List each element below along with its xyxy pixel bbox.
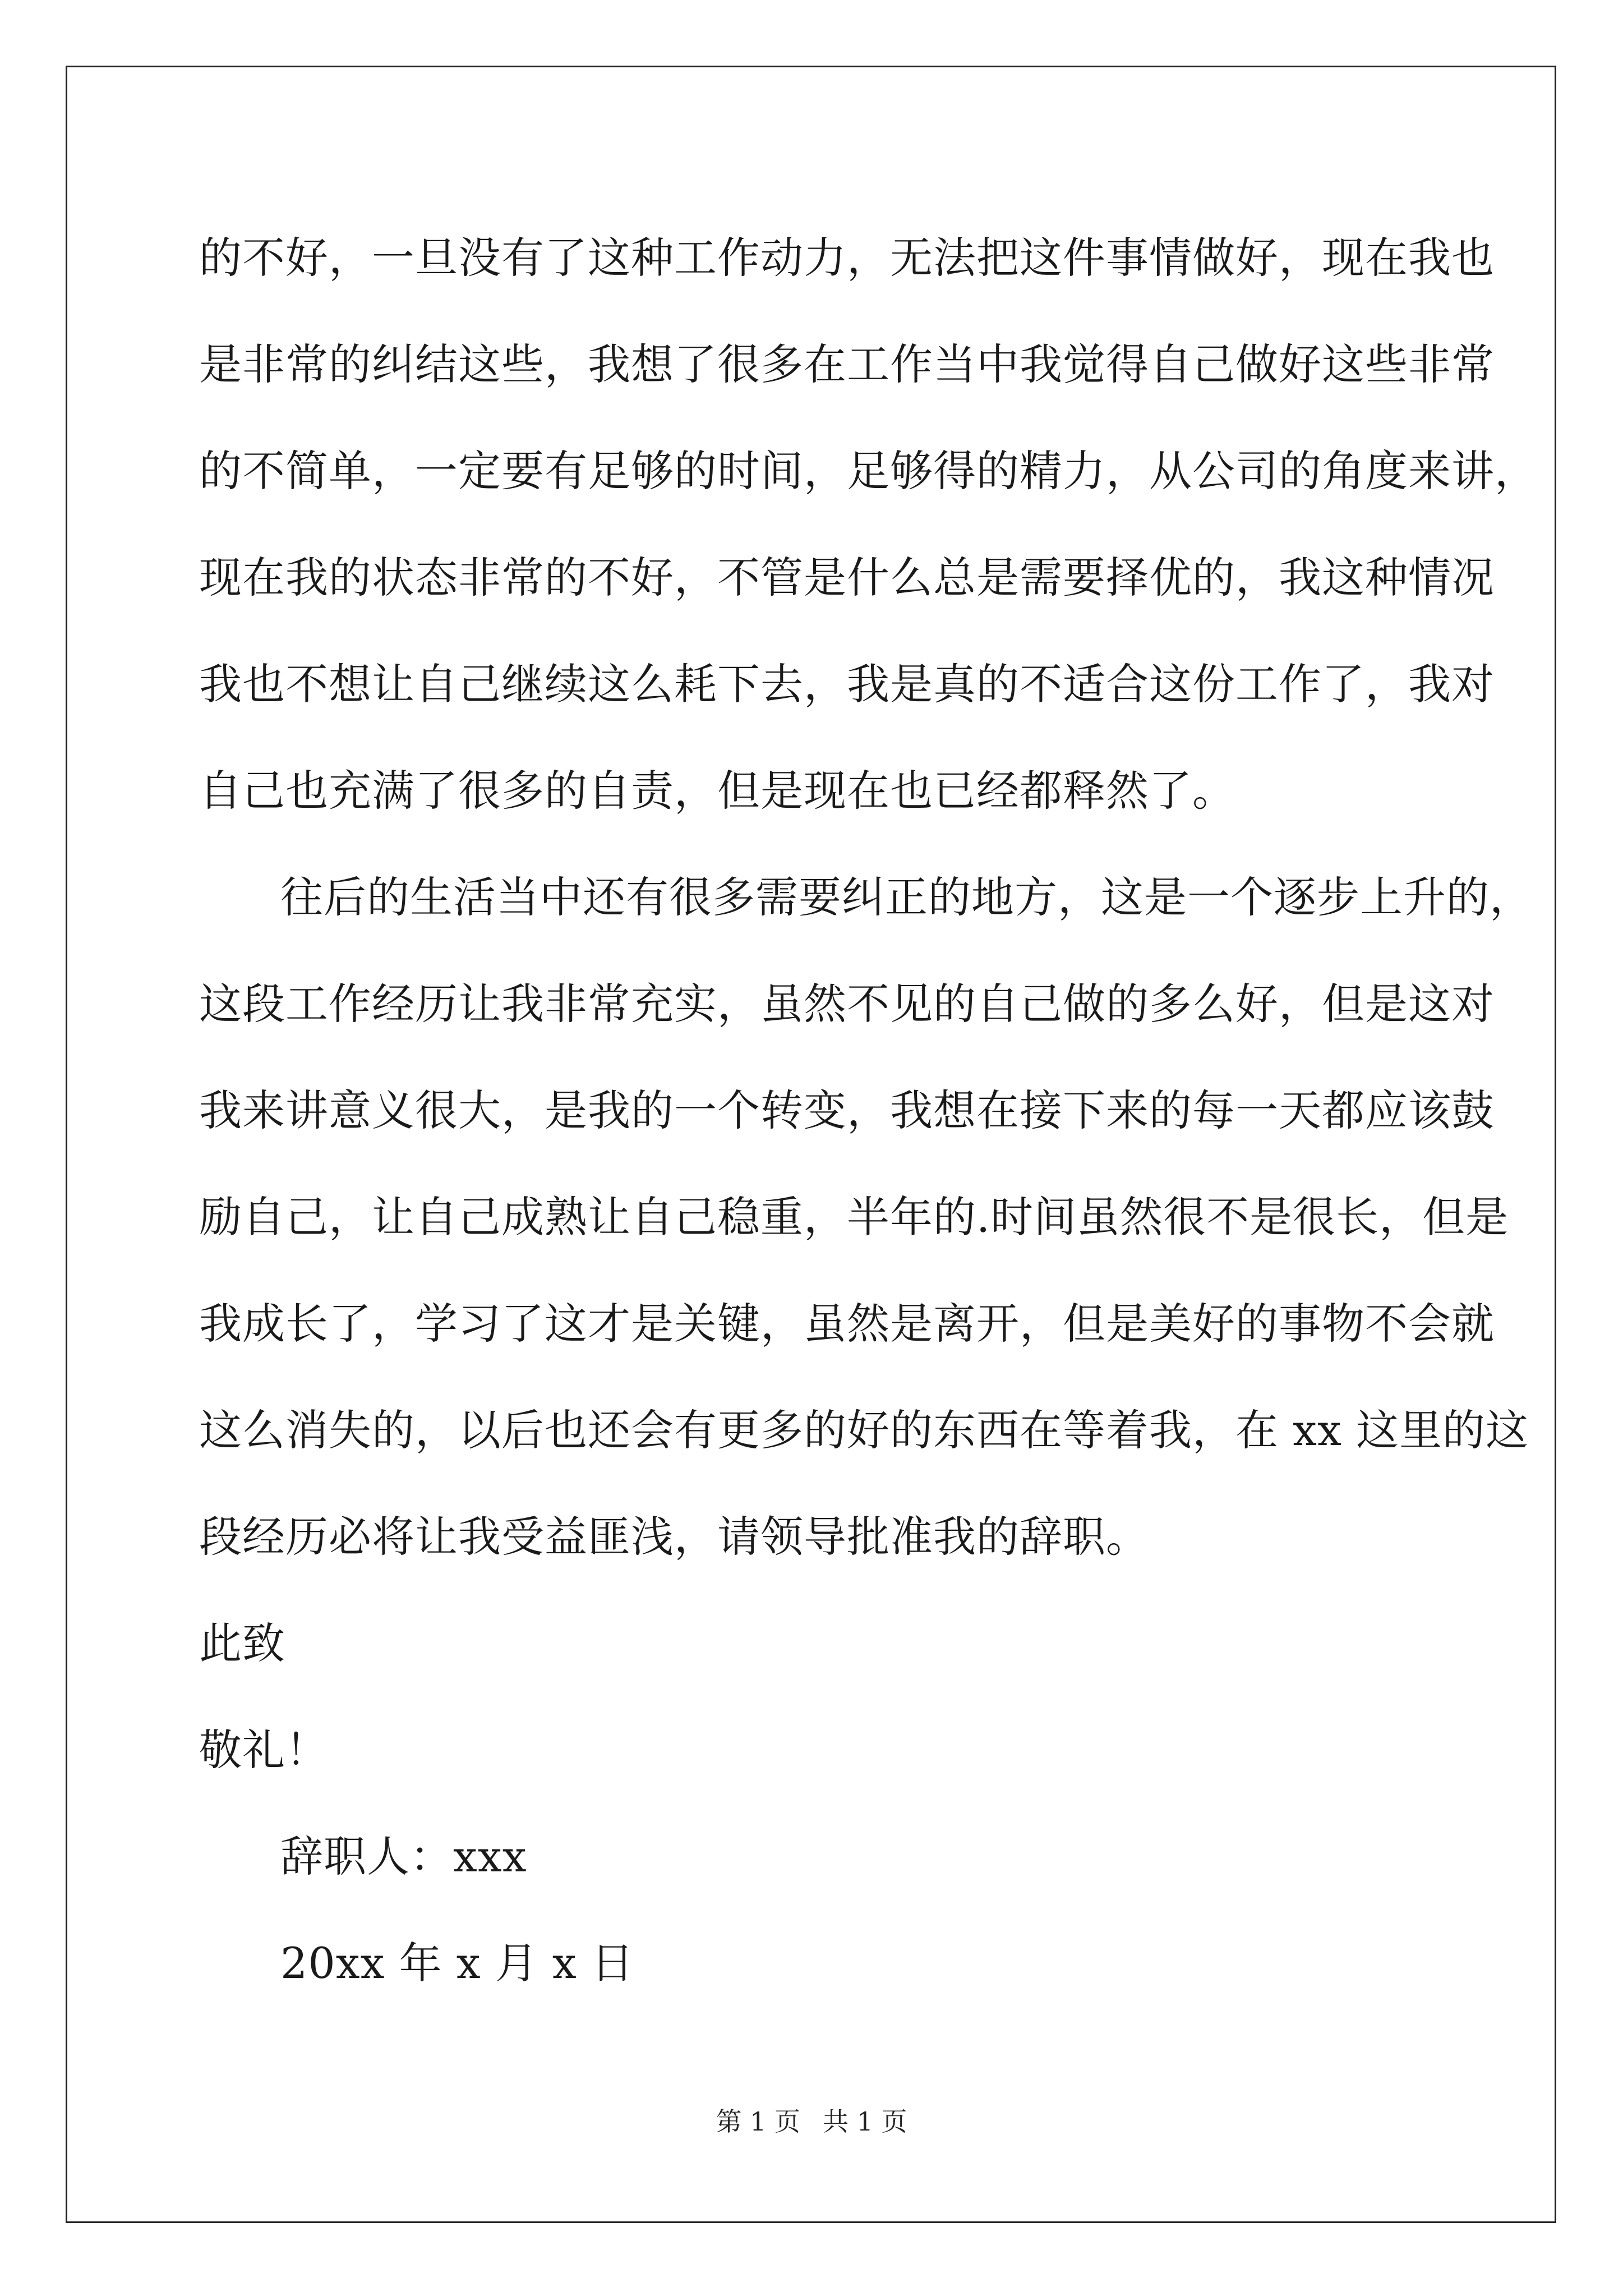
page-number-total: 共 1 页 [823, 2106, 907, 2137]
salute-line: 敬礼！ [199, 1725, 329, 1775]
paragraph-line: 自己也充满了很多的自责，但是现在也已经都释然了。 [199, 766, 1235, 816]
paragraph-line: 段经历必将让我受益匪浅，请领导批准我的辞职。 [199, 1512, 1149, 1562]
paragraph-line: 我成长了，学习了这才是关键，虽然是离开，但是美好的事物不会就 [199, 1299, 1495, 1349]
paragraph-line: 励自己，让自己成熟让自己稳重，半年的.时间虽然很不是很长，但是 [199, 1192, 1509, 1242]
closing-line: 此致 [199, 1618, 285, 1668]
paragraph-line: 往后的生活当中还有很多需要纠正的地方，这是一个逐步上升的， [280, 872, 1533, 922]
page-number-current: 第 1 页 [716, 2106, 800, 2137]
signer-line: 辞职人：xxx [280, 1832, 527, 1881]
letter-body [199, 205, 1538, 2017]
paragraph-line: 的不简单，一定要有足够的时间，足够得的精力，从公司的角度来讲， [199, 446, 1538, 496]
paragraph-line: 我来讲意义很大，是我的一个转变，我想在接下来的每一天都应该鼓 [199, 1085, 1495, 1135]
paragraph-line: 现在我的状态非常的不好，不管是什么总是需要择优的，我这种情况 [199, 553, 1495, 602]
paragraph-line: 我也不想让自己继续这么耗下去，我是真的不适合这份工作了，我对 [199, 659, 1495, 709]
paragraph-line: 这段工作经历让我非常充实，虽然不见的自己做的多么好，但是这对 [199, 979, 1495, 1029]
paragraph-line: 的不好，一旦没有了这种工作动力，无法把这件事情做好，现在我也 [199, 233, 1495, 283]
paragraph-line: 是非常的纠结这些，我想了很多在工作当中我觉得自己做好这些非常 [199, 339, 1495, 389]
page-footer [0, 2105, 1623, 2138]
paragraph-line: 这么消失的，以后也还会有更多的好的东西在等着我，在 xx 这里的这 [199, 1405, 1529, 1455]
date-line: 20xx 年 x 月 x 日 [280, 1938, 634, 1988]
